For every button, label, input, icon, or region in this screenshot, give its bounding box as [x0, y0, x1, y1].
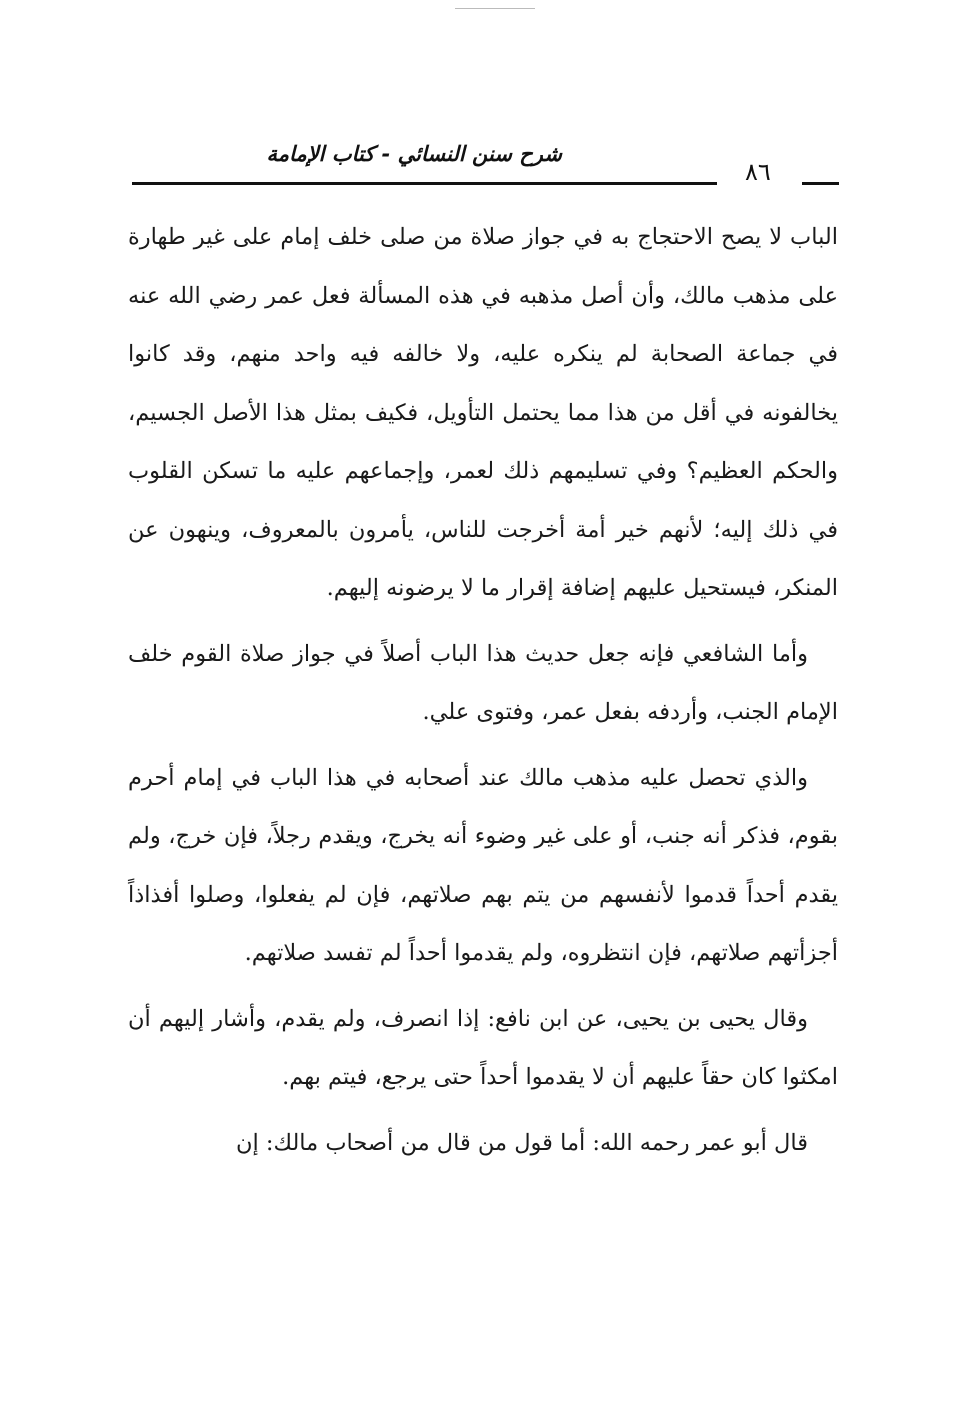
paragraph: والذي تحصل عليه مذهب مالك عند أصحابه في هذا الباب في إمام أحرم بقوم، فذكر أنه جنب، أو على غير وضوء أنه يخرج، ويقدم رجلاً، فإن خرج، ولم يقدم أحداً قدموا لأنفسهم من يتم بهم صلاتهم، فإن لم يفعلوا، وصلوا أفذاذاً أجزأتهم صلاتهم، فإن انتظروه، ولم يقدموا أحداً لم تفسد صلاتهم. — [128, 764, 838, 966]
running-title: شرح سنن النسائي - كتاب الإمامة — [266, 142, 562, 166]
header-rule — [132, 182, 717, 185]
paragraph: الباب لا يصح الاحتجاج به في جواز صلاة من صلى خلف إمام على غير طهارة على مذهب مالك، وأن أصل مذهبه في هذه المسألة فعل عمر رضي الله عنه في جماعة الصحابة لم ينكره عليه، ولا خالفه فيه واحد منهم، وقد كانوا يخالفونه في أقل من هذا مما يحتمل التأويل، فكيف بمثل هذا الأصل الجسيم، والحكم العظيم؟ وفي تسليمهم ذلك لعمر، وإجماعهم عليه ما تسكن القلوب في ذلك إليه؛ لأنهم خير أمة أخرجت للناس، يأمرون بالمعروف، وينهون عن المنكر، فيستحيل عليهم إضافة إقرار ما لا يرضونه إليهم. — [128, 224, 838, 601]
body-text — [128, 208, 838, 1179]
paragraph: قال أبو عمر رحمه الله: أما قول من قال من أصحاب مالك: إن — [235, 1129, 808, 1156]
page-number-dash — [802, 182, 839, 185]
paragraph: وقال يحيى بن يحيى، عن ابن نافع: إذا انصرف، ولم يقدم، وأشار إليهم أن امكثوا كان حقاً عليهم أن لا يقدموا أحداً حتى يرجع، فيتم بهم. — [128, 1005, 838, 1090]
top-edge-mark — [455, 8, 535, 9]
paragraph: وأما الشافعي فإنه جعل حديث هذا الباب أصلاً في جواز صلاة القوم خلف الإمام الجنب، وأردفه بفعل عمر، وفتوى علي. — [128, 640, 838, 725]
page-number: ٨٦ — [745, 158, 771, 186]
page-header — [132, 138, 837, 190]
